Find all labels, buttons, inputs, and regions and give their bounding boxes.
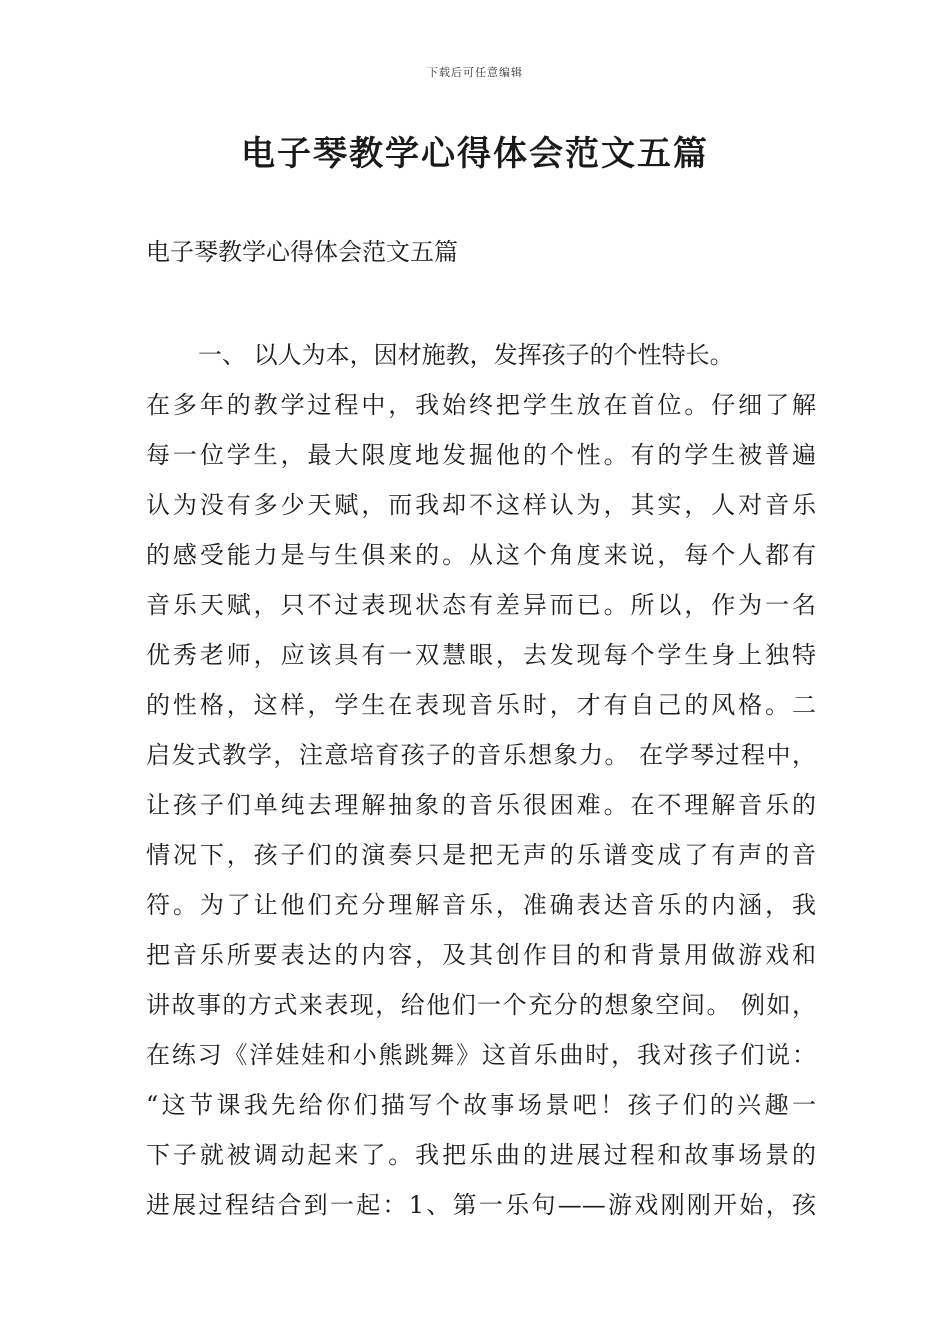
body-line: 优秀老师，应该具有一双慧眼，去发现每个学生身上独特 [146,641,816,669]
header-note: 下载后可任意编辑 [427,66,523,79]
body-line: 进展过程结合到一起：1、第一乐句——游戏刚刚开始，孩 [146,1191,816,1219]
body-line: 在多年的教学过程中，我始终把学生放在首位。仔细了解 [146,391,816,419]
body-line: 讲故事的方式来表现，给他们一个充分的想象空间。 例如， [146,991,816,1019]
body-line: 一、 以人为本，因材施教，发挥孩子的个性特长。 [198,341,734,369]
body-line: 让孩子们单纯去理解抽象的音乐很困难。在不理解音乐的 [146,791,816,819]
body-line: 每一位学生，最大限度地发掘他的个性。有的学生被普遍 [146,441,816,469]
body-line: 符。为了让他们充分理解音乐，准确表达音乐的内涵，我 [146,891,816,919]
body-line: 的感受能力是与生俱来的。从这个角度来说，每个人都有 [146,541,816,569]
body-line: 认为没有多少天赋，而我却不这样认为，其实，人对音乐 [146,491,816,519]
body-text [146,330,816,1230]
body-line: 音乐天赋，只不过表现状态有差异而已。所以，作为一名 [146,591,816,619]
body-line: 启发式教学，注意培育孩子的音乐想象力。 在学琴过程中， [146,741,816,769]
document-title: 电子琴教学心得体会范文五篇 [241,134,709,174]
body-line: 情况下，孩子们的演奏只是把无声的乐谱变成了有声的音 [146,841,816,869]
body-line: 的性格，这样，学生在表现音乐时，才有自己的风格。二 [146,691,816,719]
body-line: 在练习《洋娃娃和小熊跳舞》这首乐曲时，我对孩子们说： [146,1041,816,1069]
body-line: 下子就被调动起来了。我把乐曲的进展过程和故事场景的 [146,1141,816,1169]
body-line: 把音乐所要表达的内容，及其创作目的和背景用做游戏和 [146,941,816,969]
body-line: “这节课我先给你们描写个故事场景吧！孩子们的兴趣一 [146,1091,816,1119]
document-subtitle: 电子琴教学心得体会范文五篇 [146,238,458,266]
